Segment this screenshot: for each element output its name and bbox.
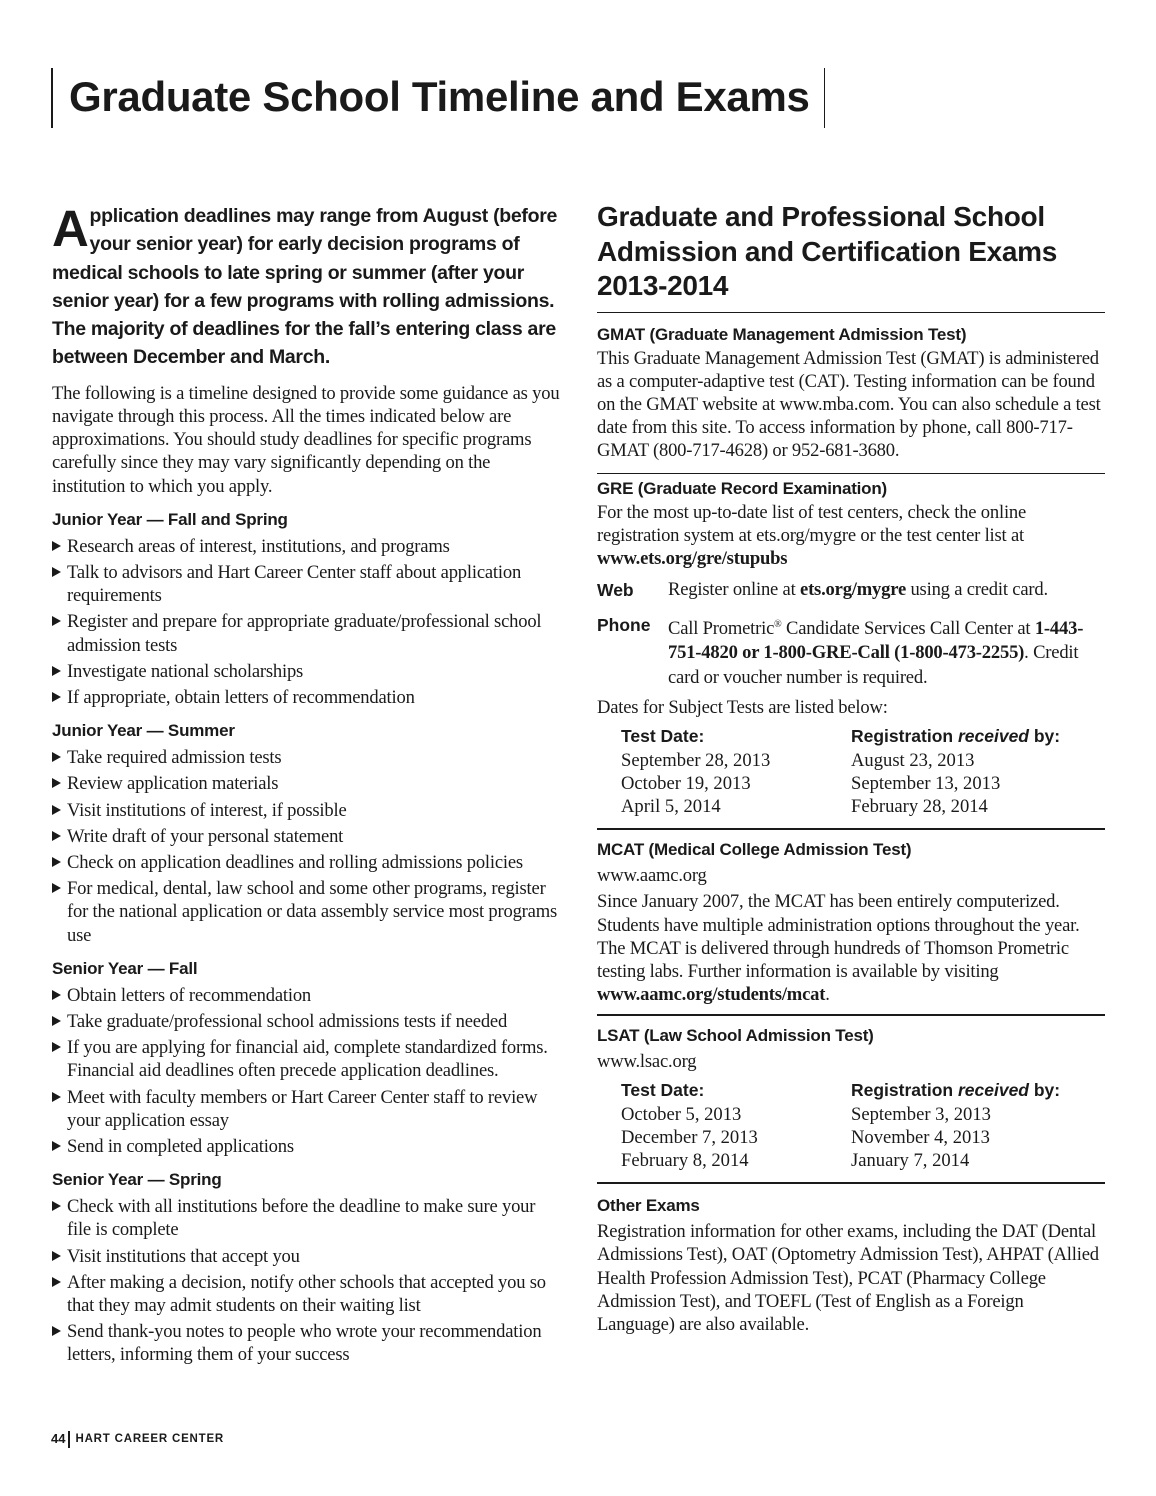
registration-date-cell: February 28, 2014	[851, 795, 988, 817]
gre-heading: GRE (Graduate Record Examination)	[597, 478, 888, 498]
exams-column	[597, 200, 1105, 1336]
col-registration	[851, 724, 1060, 749]
list-item	[52, 746, 562, 769]
timeline-list	[52, 1195, 562, 1366]
mygre-link[interactable]: ets.org/mygre	[800, 579, 907, 601]
list-item-text: Register and prepare for appropriate graduate/professional school admission tests	[67, 611, 542, 656]
table-row	[621, 749, 1105, 772]
gre-dates-header	[621, 724, 1105, 749]
col-test-date: Test Date:	[621, 725, 705, 746]
bullet-arrow-icon	[52, 1016, 61, 1026]
phone-value	[668, 613, 1105, 691]
list-item-text: Take graduate/professional school admissions tests if needed	[67, 1011, 508, 1033]
list-item	[52, 1320, 562, 1366]
list-item	[52, 1271, 562, 1317]
list-item	[52, 825, 562, 848]
mcat-link[interactable]: www.aamc.org/students/mcat	[597, 984, 826, 1006]
mcat-section	[597, 830, 1105, 1006]
registered-mark: ®	[774, 618, 782, 630]
bullet-arrow-icon	[52, 1201, 61, 1211]
bullet-arrow-icon	[52, 1092, 61, 1102]
other-exams-section	[597, 1184, 1105, 1336]
timeline-list	[52, 984, 562, 1158]
registration-date-cell: January 7, 2014	[851, 1149, 970, 1171]
bullet-arrow-icon	[52, 1277, 61, 1287]
col-reg-post: by:	[1029, 1079, 1061, 1100]
mcat-heading: MCAT (Medical College Admission Test)	[597, 840, 912, 860]
lsat-dates-rows	[621, 1103, 1105, 1173]
timeline-heading: Junior Year — Summer	[52, 721, 235, 741]
bullet-arrow-icon	[52, 541, 61, 551]
col-reg-em: received	[957, 1079, 1029, 1100]
exams-title: Graduate and Professional School Admission and Certification Exams 2013-2014	[597, 201, 1057, 301]
table-row	[621, 772, 1105, 795]
bullet-arrow-icon	[52, 567, 61, 577]
list-item	[52, 799, 562, 822]
timeline-heading: Junior Year — Fall and Spring	[52, 509, 288, 529]
list-item	[52, 610, 562, 656]
table-row	[621, 1149, 1105, 1172]
col-reg-em: received	[957, 725, 1029, 746]
gre-web-row	[597, 578, 1105, 603]
registration-date-cell: September 3, 2013	[851, 1103, 991, 1125]
list-item	[52, 851, 562, 874]
test-date-cell: December 7, 2013	[621, 1126, 758, 1148]
list-item-text: Visit institutions that accept you	[67, 1245, 300, 1267]
gre-stupubs-link[interactable]: www.ets.org/gre/stupubs	[597, 547, 788, 569]
timeline-list	[52, 746, 562, 947]
gre-section	[597, 474, 1105, 819]
gre-phone-row	[597, 613, 1105, 691]
lsat-dates-table	[621, 1078, 1105, 1173]
timeline-heading: Senior Year — Fall	[52, 958, 198, 978]
dropcap: A	[52, 200, 89, 257]
bullet-arrow-icon	[52, 1042, 61, 1052]
list-item-text: If you are applying for financial aid, complete standardized forms. Financial aid deadlines often precede application deadlines.	[67, 1037, 548, 1082]
lsat-url[interactable]: www.lsac.org	[597, 1051, 697, 1073]
bullet-arrow-icon	[52, 1251, 61, 1261]
col-reg-post: by:	[1029, 725, 1061, 746]
list-item	[52, 1195, 562, 1241]
list-item	[52, 877, 562, 947]
table-row	[621, 1126, 1105, 1149]
web-pre: Register online at	[668, 579, 801, 601]
gre-dates-table	[621, 724, 1105, 819]
list-item	[52, 1135, 562, 1158]
list-item-text: Investigate national scholarships	[67, 660, 304, 682]
mcat-text-body: Since January 2007, the MCAT has been entirely computerized. Students have multiple administration options throughout the year. The MCAT is delivered through hundreds of Thomson Prometric testing labs. Further information is available by visiting	[597, 891, 1080, 982]
footer-divider	[68, 1431, 70, 1448]
bullet-arrow-icon	[52, 616, 61, 626]
gre-text	[597, 501, 1105, 571]
col-test-date: Test Date:	[621, 1079, 705, 1100]
test-date-cell: February 8, 2014	[621, 1149, 749, 1171]
lsat-dates-header	[621, 1078, 1105, 1103]
bullet-arrow-icon	[52, 1141, 61, 1151]
list-item-text: After making a decision, notify other schools that accepted you so that they may admit students on their waiting list	[67, 1271, 546, 1317]
list-item-text: Send in completed applications	[67, 1136, 294, 1158]
registration-date-cell: September 13, 2013	[851, 772, 1001, 794]
phone-mid: Candidate Services Call Center at	[781, 617, 1035, 639]
phone-post: . Credit card or voucher number is required.	[668, 642, 1079, 688]
page-title: Graduate School Timeline and Exams	[51, 68, 825, 128]
gmat-section	[597, 313, 1105, 463]
bullet-arrow-icon	[52, 778, 61, 788]
other-exams-heading: Other Exams	[597, 1196, 700, 1216]
list-item	[52, 561, 562, 607]
timeline-column	[52, 202, 562, 1367]
col-reg-pre: Registration	[851, 1079, 958, 1100]
list-item-text: Check with all institutions before the deadline to make sure your file is complete	[67, 1196, 536, 1241]
list-item	[52, 772, 562, 795]
table-row	[621, 795, 1105, 818]
list-item	[52, 686, 562, 709]
bullet-arrow-icon	[52, 990, 61, 1000]
bullet-arrow-icon	[52, 831, 61, 841]
lsat-section	[597, 1016, 1105, 1172]
other-exams-text: Registration information for other exams, including the DAT (Dental Admissions Test), OAT (Optometry Admission Test), AHPAT (Allied Health Profession Admission Test), PCAT (Pharmacy College Admission Test), and TOEFL (Test of English as a Foreign Language) are also available.	[597, 1221, 1099, 1335]
test-date-cell: September 28, 2013	[621, 749, 771, 771]
intro-paragraph	[52, 202, 562, 372]
list-item-text: For medical, dental, law school and some other programs, register for the national application or data assembly service most programs use	[67, 878, 558, 946]
phone-pre: Call Prometric	[668, 617, 775, 639]
bullet-arrow-icon	[52, 692, 61, 702]
list-item-text: Meet with faculty members or Hart Career Center staff to review your application essay	[67, 1086, 538, 1131]
phone-label: Phone	[597, 614, 651, 635]
timeline-list	[52, 535, 562, 709]
footer-org: HART CAREER CENTER	[75, 1433, 225, 1445]
list-item	[52, 1245, 562, 1268]
bullet-arrow-icon	[52, 883, 61, 893]
list-item	[52, 660, 562, 683]
web-post: using a credit card.	[906, 579, 1048, 601]
timeline-heading: Senior Year — Spring	[52, 1170, 222, 1190]
web-label: Web	[597, 580, 634, 601]
list-item	[52, 1036, 562, 1082]
list-item	[52, 984, 562, 1007]
col-reg-pre: Registration	[851, 725, 958, 746]
list-item-text: Send thank-you notes to people who wrote your recommendation letters, informing them of your success	[67, 1321, 542, 1366]
gre-dates-rows	[621, 749, 1105, 819]
lead-paragraph: The following is a timeline designed to provide some guidance as you navigate through this process. All the times indicated below are approximations. You should study deadlines for specific programs carefully since they may vary significantly depending on the institution to which you apply.	[52, 382, 560, 497]
list-item-text: If appropriate, obtain letters of recommendation	[67, 687, 415, 709]
registration-date-cell: August 23, 2013	[851, 749, 975, 771]
bullet-arrow-icon	[52, 805, 61, 815]
list-item-text: Visit institutions of interest, if possible	[67, 799, 347, 821]
page-number: 44	[51, 1431, 66, 1446]
phone-numbers: 1-443-751-4820 or 1-800-GRE-Call (1-800-473-2255)	[668, 617, 1084, 664]
subject-intro: Dates for Subject Tests are listed below:	[597, 697, 888, 719]
list-item-text: Talk to advisors and Hart Career Center staff about application requirements	[67, 562, 522, 607]
gmat-heading: GMAT (Graduate Management Admission Test)	[597, 324, 967, 344]
gre-text-body: For the most up-to-date list of test centers, check the online registration system at ets.org/mygre or the test center list at	[597, 501, 1027, 546]
table-row	[621, 1103, 1105, 1126]
test-date-cell: April 5, 2014	[621, 795, 721, 817]
list-item-text: Write draft of your personal statement	[67, 825, 344, 847]
list-item	[52, 535, 562, 558]
test-date-cell: October 19, 2013	[621, 772, 751, 794]
list-item-text: Review application materials	[67, 773, 279, 795]
intro-text: pplication deadlines may range from August (before your senior year) for early decision programs of medical schools to late spring or summer (after your senior year) for a few programs with rolling admissions. The majority of deadlines for the fall’s entering class are between December and March.	[52, 205, 558, 369]
bullet-arrow-icon	[52, 666, 61, 676]
list-item	[52, 1086, 562, 1132]
mcat-link-post: .	[825, 984, 830, 1006]
list-item	[52, 1010, 562, 1033]
page-footer	[51, 1430, 224, 1448]
test-date-cell: October 5, 2013	[621, 1103, 742, 1125]
bullet-arrow-icon	[52, 752, 61, 762]
list-item-text: Check on application deadlines and rolling admissions policies	[67, 852, 523, 874]
col-registration	[851, 1078, 1060, 1103]
gmat-text: This Graduate Management Admission Test (GMAT) is administered as a computer-adaptive test (CAT). Testing information can be found on the GMAT website at www.mba.com. You can also schedule a test date from this site. To access information by phone, call 800-717-GMAT (800-717-4628) or 952-681-3680.	[597, 347, 1101, 462]
list-item-text: Obtain letters of recommendation	[67, 984, 312, 1006]
web-value	[668, 578, 1105, 603]
bullet-arrow-icon	[52, 1326, 61, 1336]
list-item-text: Research areas of interest, institutions, and programs	[67, 535, 450, 557]
timeline	[52, 508, 562, 1367]
bullet-arrow-icon	[52, 857, 61, 867]
mcat-text	[597, 890, 1105, 1006]
list-item-text: Take required admission tests	[67, 747, 282, 769]
lsat-heading: LSAT (Law School Admission Test)	[597, 1026, 874, 1046]
registration-date-cell: November 4, 2013	[851, 1126, 990, 1148]
mcat-url[interactable]: www.aamc.org	[597, 865, 707, 887]
